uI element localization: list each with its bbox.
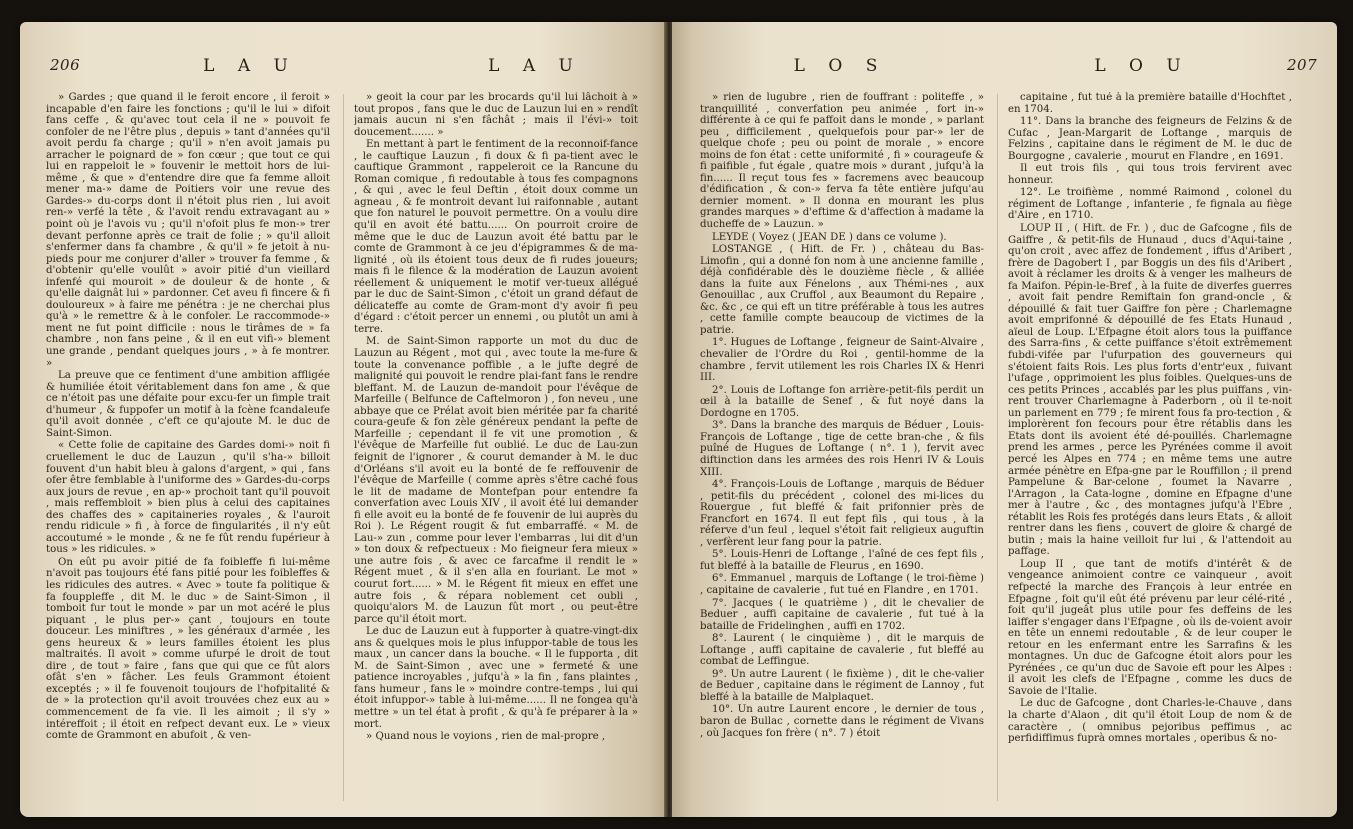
paragraph: LEYDE ( Voyez ( JEAN DE ) dans ce volume ).: [712, 231, 947, 243]
paragraph: » rien de lugubre , rien de fouffrant : politeffe , » tranquillité , converfation peu animée , fort in-» différente à ce qui fe paffoit dans le monde , » parlant peu , difficilement , quelquefois pour par-» ler de quelque chofe ; peu ou point de morale , » encore moins de fon état : cette uniformité , fi » courageufe & fi paifible , fut égale , quatre mois » durant , jufqu'à la fin...... Il reçut tous fes » facremens avec beaucoup d'édification , & con-» ferva fa tête entière jufqu'au dernier moment. » Il donna en mourant les plus grandes marques » d'eftime & d'affection à madame la ducheffe de » Lauzun. »: [700, 92, 984, 231]
paragraph: Il eut trois fils , qui tous trois fervirent avec honneur.: [1008, 163, 1292, 186]
right-running-head-2: L O U: [1094, 56, 1190, 76]
right-page-header: [672, 56, 1337, 82]
paragraph: LOSTANGE , ( Hift. de Fr. ) , château du Bas-Limofin , qui a donné fon nom à une ancienne famille , déjà confidérable dès le douzième fiècle , & alliée dans la fuite aux Fénelons , aux Thémi-nes , aux Genouillac , aux Cruffol , aux Beaumont du Repaire , &c. &c , ce qui eft un titre préférable à tous les autres , cette famille compte beaucoup de victimes de la patrie.: [700, 244, 984, 336]
right-page: [672, 22, 1337, 817]
paragraph: capitaine , fut tué à la première bataille d'Hochftet , en 1704.: [1008, 92, 1292, 115]
left-running-head-1: L A U: [203, 56, 297, 76]
paragraph: » Gardes ; que quand il le feroit encore , il feroit » incapable d'en faire les fonctions ; qu'il le lui » difoit fans ceffe , & qu'avec tout cela il ne » pouvoit fe confoler de ne l'être plus , depuis » tant d'années qu'il avoit perdu fa charge ; qu'il » n'en avoit jamais pu arracher le poignard de » fon cœur ; que tout ce qui lui en rappeloit le » fouvenir le mettoit hors de lui-même , & que » d'entendre dire que fa femme alloit mener ma-» dame de Poitiers voir une revue des Gardes-» du-corps dont il n'étoit plus rien , lui avoit ren-» verfé la tête , & l'avoit rendu extravagant au » point où je l'avois vu ; qu'il n'ofoit plus fe mon-» trer devant perfonne après ce trait de folie ; » qu'il alloit s'enfermer dans fa chambre , & qu'il » fe jetoit à nu-pieds pour me conjurer d'aller » trouver fa femme , & d'obtenir qu'elle voulût » avoir pitié d'un vieillard infenfé qui mouroit » de douleur & de honte , & qu'elle daignât lui » pardonner. Cet aveu fi fincere & fi douloureux » à faire me pénétra : je ne cherchai plus qu'à » le remettre & à le confoler. Le raccommode-» ment ne fut point difficile : nous le tirâmes de » fa chambre , non fans peine , & il en eut vifi-» blement une grande , pendant quelques jours , » à fe montrer. »: [46, 92, 330, 369]
paragraph: La preuve que ce fentiment d'une ambition affligée & humiliée étoit véritablement dans fon ame , & que ce n'étoit pas une défaite pour excu-fer un fimple trait d'humeur , & fuppofer un motif à la fcène fcandaleufe qu'il avoit donnée , c'eft ce qu'ajoute M. le duc de Saint-Simon.: [46, 370, 330, 439]
paragraph: Le duc de Gafcogne , dont Charles-le-Chauve , dans la charte d'Alaon , dit qu'il étoit Loup de nom & de caractère , ( omnibus pejoribus peffimus , ac perfidiffimus fuprà omnes mortales , operibus & no-: [1008, 698, 1292, 745]
paragraph: 12°. Le troifième , nommé Raimond , colonel du régiment de Loftange , infanterie , fe fignala au fiège d'Aire , en 1710.: [1008, 187, 1292, 222]
paragraph: 2°. Louis de Loftange fon arrière-petit-fils perdit un œil à la bataille de Senef , & fut noyé dans la Dordogne en 1705.: [700, 384, 984, 419]
paragraph: » geoit la cour par les brocards qu'il lui lâchoit à » tout propos , fans que le duc de Lauzun lui en » rendît jamais aucun ni s'en fâchât ; mais il l'évi-» toit doucement....... »: [354, 92, 638, 138]
paragraph: « Cette folie de capitaine des Gardes domi-» noit fi cruellement le duc de Lauzun , qu'il s'ha-» billoit fouvent d'un habit bleu à galons d'argent, » qui , fans ofer être femblable à l'uniforme des » Gardes-du-corps aux jours de revue , en ap-» prochoit tant qu'il pouvoit , mais reffembloit » bien plus à celui des capitaines des chaffes des » capitaineries royales , & l'auroit rendu ridicule » fi , à force de fingularités , il n'y eût accoutumé » le monde , & ne fe fût rendu fupérieur à tous » les ridicules. »: [46, 440, 330, 556]
right-running-head-1: L O S: [793, 56, 887, 76]
left-page-column-2: [354, 92, 638, 805]
paragraph: Loup II , que tant de motifs d'intérêt & de vengeance animoient contre ce vainqueur , avoit refpecté la marche des François à leur entrée en Efpagne , foit qu'il eût été prévenu par leur célé-rité , foit qu'il jugeât plus utile pour fes deffeins de les laiffer s'engager dans l'Efpagne , où ils de-voient avoir en tête un ennemi redoutable , & de leur couper le retour en les enfermant entre les Sarrafins & les montagnes. Un duc de Gafcogne étoit alors pour les Pyrénées , ce qu'un duc de Savoie eft pour les Alpes : il avoit les clefs de l'Efpagne , comme les ducs de Savoie de l'Italie.: [1008, 558, 1292, 697]
paragraph: 6°. Emmanuel , marquis de Loftange ( le troi-fième ) , capitaine de cavalerie , fut tué en Flandre , en 1701.: [700, 573, 984, 596]
paragraph: 10°. Un autre Laurent encore , le dernier de tous , baron de Bullac , cornette dans le régiment de Vivans , où Jacques fon frère ( n°. 7 ) étoit: [700, 704, 984, 739]
left-page-header: [20, 56, 668, 82]
column-divider: [997, 94, 998, 801]
paragraph: 4°. François-Louis de Loftange , marquis de Béduer , petit-fils du précédent , colonel des mi-lices du Rouergue , fut bleffé & fait prifonnier près de Francfort en 1674. Il eut fept fils , qui tous , à la réferve d'un feul , lequel s'étoit fait religieux auguftin , verfèrent leur fang pour la patrie.: [700, 479, 984, 548]
right-page-number: 207: [1287, 56, 1318, 74]
paragraph: 7°. Jacques ( le quatrième ) , dit le chevalier de Beduer , auffi capitaine de cavalerie , fut tué à la bataille de Fridelinghen , auffi en 1702.: [700, 597, 984, 632]
paragraph: Le duc de Lauzun eut à fupporter à quatre-vingt-dix ans & quelques mois le plus infuppor-table de tous les maux , un cancer dans la bouche. « Il le fupporta , dit M. de Saint-Simon , avec une » fermeté & une patience incroyables , jufqu'à » la fin , fans plaintes , fans humeur , fans le » moindre contre-temps , lui qui étoit infuppor-» table à lui-même...... Il ne fongea qu'à mettre » un tel état à profit , & qu'à fe préparer à la » mort.: [354, 626, 638, 730]
paragraph: 11°. Dans la branche des feigneurs de Felzins & de Cufac , Jean-Margarit de Loftange , marquis de Felzins , capitaine dans le régiment de M. le duc de Bourgogne , cavalerie , mourut en Flandre , en 1691.: [1008, 116, 1292, 162]
left-page: [20, 22, 668, 817]
right-page-column-2: [1008, 92, 1292, 805]
left-page-number: 206: [50, 56, 81, 74]
paragraph: 1°. Hugues de Loftange , feigneur de Saint-Alvaire , chevalier de l'Ordre du Roi , gentil-homme de la chambre , fervit utilement les rois Charles IX & Henri III.: [700, 337, 984, 384]
paragraph: 5°. Louis-Henri de Loftange , l'aîné de ces fept fils , fut bleffé à la bataille de Fleurus , en 1690.: [700, 549, 984, 572]
paragraph: 8°. Laurent ( le cinquième ) , dit le marquis de Loftange , auffi capitaine de cavalerie , fut bleffé au combat de Leffingue.: [700, 633, 984, 668]
paragraph: 9°. Un autre Laurent ( le fixième ) , dit le che-valier de Beduer , capitaine dans le régiment de Lannoy , fut bleffé à la bataille de Malplaquet.: [700, 668, 984, 703]
left-running-head-2: L A U: [488, 56, 582, 76]
paragraph: En mettant à part le fentiment de la reconnoif-fance , le cauftique Lauzun , fi doux & fi pa-tient avec le cauftique Grammont , rappeleroit ce la Rancune du Roman comique , fi redoutable à tous fes compagnons , & qui , avec le feul Deftin , étoit doux comme un agneau , & fe montroit devant lui raifonnable , autant que fon naturel le pouvoit permettre. On a voulu dire qu'il en avoit été battu...... On pourroit croire de même que le duc de Lauzun avoit été battu par le comte de Grammont à ce jeu d'épigrammes & de ma-lignité , où ils étoient tous deux de fi rudes joueurs; mais fi le filence & la modération de Lauzun avoient réellement & uniquement le motif ver-tueux allégué par le duc de Saint-Simon , c'étoit un grand défaut de délicateffe au comte de Gram-mont d'y avoir fi peu d'égard : c'étoit percer un ennemi , ou plutôt un ami à terre.: [354, 139, 638, 335]
column-divider: [343, 94, 344, 801]
right-page-column-1: [700, 92, 984, 805]
left-page-column-1: [46, 92, 330, 805]
paragraph: LOUP II , ( Hift. de Fr. ) , duc de Gafcogne , fils de Gaiffre , & petit-fils de Hunaud , ducs d'Aqui-taine , qu'on croit , avec affez de fondement , iffus d'Aribert , frère de Dagobert I , par Boggis un des fils d'Aribert , avoit à réclamer les droits & à venger les malheurs de fa Maifon. Pépin-le-Bref , à la fuite de diverfes guerres , avoit fait pendre Remiftain fon grand-oncle , & dépouillé & fait tuer Gaiffre fon père ; Charlemagne avoit emprifonné & dépouillé de fes Etats Hunaud , aïeul de Loup. L'Efpagne étoit alors tous la puiffance des Sarra-fins , & cette puiffance s'étoit extrêmement fubdi-vifée par l'ufurpation des gouverneurs qui s'étoient faits Rois. Les plus forts d'entr'eux , fuivant l'ufage , opprimoient les plus foibles. Quelques-uns de ces petits Princes , accablés par les plus puiffans , vin-rent trouver Charlemagne à Paderborn , où il te-noit un parlement en 779 ; fe mirent fous fa pro-tection , & implorèrent fon fecours pour être rétablis dans les Etats dont ils avoient été dé-pouillés. Charlemagne prend les armes , perce les Pyrénées comme il avoit percé les Alpes en 774 ; en même tems une autre armée pénètre en Efpa-gne par le Rouffillon ; il prend Pampelune & Bar-celone , foumet la Navarre , l'Arragon , la Cata-logne , domine en Efpagne d'une mer à l'autre , &c , des montagnes jufqu'à l'Ebre , rétablit les Rois fes protégés dans leurs Etats , & alloit rentrer dans les fiens , couvert de gloire & chargé de butin ; mais la haine veilloit fur lui , & l'attendoit au paffage.: [1008, 223, 1292, 558]
paragraph: 3°. Dans la branche des marquis de Béduer , Louis-François de Loftange , tige de cette bran-che , & fils puîné de Hugues de Loftange ( n°. 1 ), fervit avec diftinction dans les armées des rois Henri IV & Louis XIII.: [700, 420, 984, 478]
paragraph: M. de Saint-Simon rapporte un mot du duc de Lauzun au Régent , mot qui , avec toute la me-fure & toute la convenance poffible , a le jufte degré de malignité qui pouvoit le rendre plai-fant fans le rendre bleffant. M. de Lauzun de-mandoit pour l'évêque de Marfeille ( Belfunce de Caftelmoron ) , fon neveu , une abbaye que ce Prélat avoit bien méritée par fa charité coura-geufe & fon zèle généreux pendant la pefte de Marfeille ; cependant il fe vit une promotion , & l'évêque de Marfeille fut oublié. Le duc de Lau-zun feignit de l'ignorer , & courut demander à M. le duc d'Orléans s'il avoit eu la bonté de fe reffouvenir de l'évêque de Marfeille ( comme après s'être caché fous le lit de madame de Montefpan pour entendre fa converfation avec Louis XIV , il avoit été lui demander fi elle avoit eu la bonté de fe fouvenir de lui auprès du Roi ). Le Régent rougit & fut embarraffé. « M. de Lau-» zun , comme pour lever l'embarras , lui dit d'un » ton doux & refpectueux : Mo fieigneur fera mieux » une autre fois , & avec ce farcafme il rendit le » Régent muet , & il s'en alla en fouriant. Le mot » courut fort...... » M. le Régent fit mieux en effet une autre fois , & répara noblement cet oubli , quoiqu'alors M. de Lauzun fût mort , ou peut-être parce qu'il étoit mort.: [354, 336, 638, 625]
paragraph: » Quand nous le voyions , rien de mal-propre ,: [366, 731, 606, 743]
paragraph: On eût pu avoir pitié de fa foibleffe fi lui-même n'avoit pas toujours été fans pitié pour les foibleffes & les ridicules des autres. « Avec » toute fa politique & fa fouppleffe , dit M. le duc » de Saint-Simon , il tomboit fur tout le monde » par un mot acéré le plus piquant , le plus per-» çant , toujours en toute douceur. Les miniftres , » les généraux d'armée , les gens heureux & » leurs familles étoient les plus maltraités. Il avoit » comme ufurpé le droit de tout dire , de tout » faire , fans que qui que ce fût alors ofât s'en » fâcher. Les feuls Grammont étoient exceptés ; » il fe fouvenoit toujours de l'hofpitalité & de » la protection qu'il avoit trouvées chez eux au » commencement de fa vie. Il les aimoit ; il s'y » intéreffoit ; il étoit en refpect devant eux. Le » vieux comte de Grammont en abufoit , & ven-: [46, 556, 330, 742]
